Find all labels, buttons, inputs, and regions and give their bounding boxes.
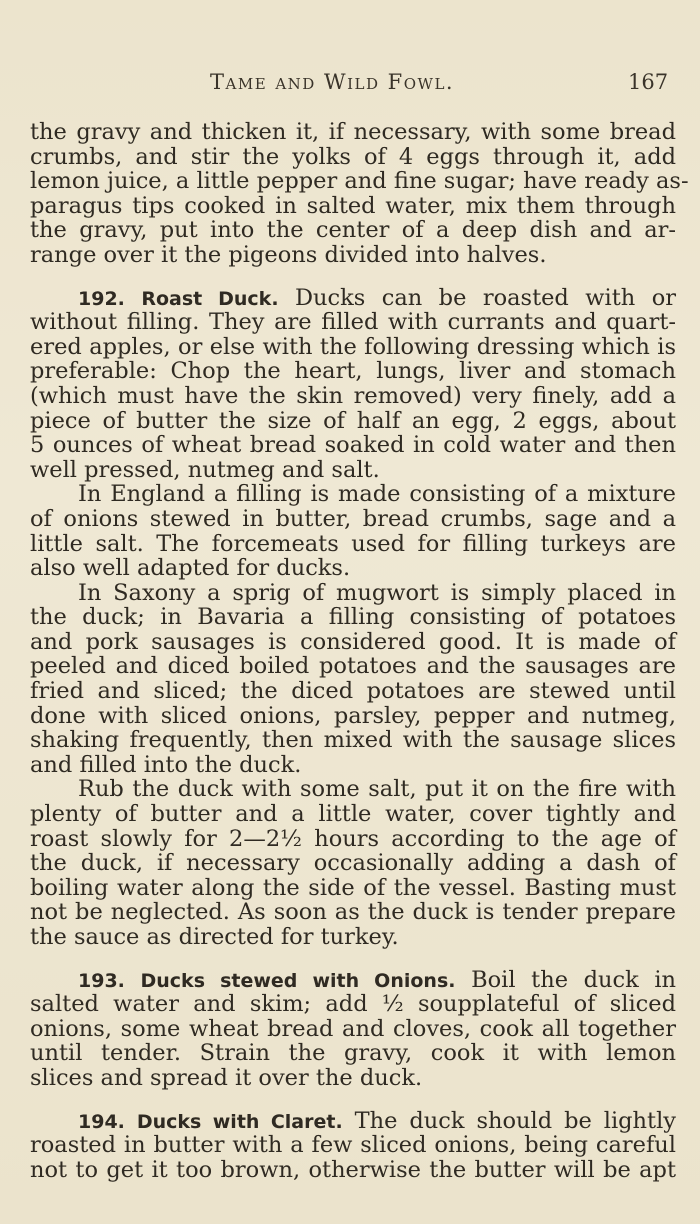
text-line: slices and spread it over the duck. [30,1064,423,1091]
text-line: well pressed, nutmeg and salt. [30,456,380,483]
recipe-title: Ducks with Claret. [136,1110,343,1133]
text-line: ered apples, or else with the following dressing which is [30,333,676,360]
page-number: 167 [628,70,669,94]
text-line: (which must have the skin removed) very finely, add a [30,382,676,409]
text-line: little salt. The forcemeats used for filling turkeys are [30,530,676,557]
text-line: 5 ounces of wheat bread soaked in cold water and then [30,432,676,459]
continuation-paragraph [30,119,689,268]
text-line: roasted in butter with a few sliced onions, being careful [30,1132,676,1159]
recipe-192 [30,286,676,950]
chapter-title: Tame and Wild Fowl. [210,70,455,94]
text-line: not be neglected. As soon as the duck is tender prepare [30,899,676,926]
text-line: also well adapted for ducks. [30,555,351,582]
text-line: shaking frequently, then mixed with the sausage slices [30,727,676,754]
recipe-number: 193. [78,969,125,992]
recipe-number: 194. [78,1110,125,1133]
recipe-heading-line [30,1109,676,1134]
text-line: the gravy, put into the center of a deep dish and ar- [30,217,676,244]
text-line: paragus tips cooked in salted water, mix them through [30,192,676,219]
text-line: range over it the pigeons divided into halves. [30,241,547,268]
text-line: preferable: Chop the heart, lungs, liver and stomach [30,358,676,385]
text-line: the duck; in Bavaria a filling consisting of potatoes [30,604,676,631]
text-line: plenty of butter and a little water, cover tightly and [30,801,676,828]
text-line: until tender. Strain the gravy, cook it with lemon [30,1040,676,1067]
text-line: crumbs, and stir the yolks of 4 eggs through it, add [30,143,676,170]
running-head [0,70,700,106]
recipe-number: 192. [78,287,125,310]
recipe-heading-line [30,286,676,311]
text-line: the gravy and thicken it, if necessary, with some bread [30,119,676,145]
recipe-heading-line [30,968,676,993]
text-line: the duck, if necessary occasionally adding a dash of [30,850,676,877]
recipe-text: Boil the duck in [471,966,677,993]
text-line: onions, some wheat bread and cloves, cook all together [30,1015,676,1042]
text-line: the sauce as directed for turkey. [30,924,399,950]
text-line: not to get it too brown, otherwise the butter will be apt [30,1156,676,1183]
text-line: of onions stewed in butter, bread crumbs, sage and a [30,505,676,532]
text-line: done with sliced onions, parsley, pepper and nutmeg, [30,702,676,729]
text-line: lemon juice, a little pepper and fine sugar; have ready as- [30,168,689,195]
text-line: piece of butter the size of half an egg, 2 eggs, about [30,407,676,434]
text-line: without filling. They are filled with currants and quart- [30,309,676,336]
text-line: fried and sliced; the diced potatoes are stewed until [30,678,676,705]
text-line: boiling water along the side of the vessel. Basting must [30,874,676,901]
recipe-text: The duck should be lightly [354,1107,676,1134]
recipe-193 [30,968,676,1091]
recipe-title: Ducks stewed with Onions. [140,969,456,992]
text-line: In England a filling is made consisting of a mixture [78,481,676,508]
text-line: Rub the duck with some salt, put it on the fire with [78,776,676,803]
text-line: In Saxony a sprig of mugwort is simply placed in [78,579,676,606]
body-text [30,119,689,1183]
recipe-title: Roast Duck. [141,287,279,310]
recipe-194 [30,1109,676,1183]
text-line: peeled and diced boiled potatoes and the sausages are [30,653,676,680]
text-line: and pork sausages is considered good. It is made of [30,628,676,655]
recipe-text: Ducks can be roasted with or [294,284,676,311]
text-line: salted water and skim; add ½ soupplateful of sliced [30,991,676,1018]
text-line: roast slowly for 2—2½ hours according to the age of [30,825,676,852]
text-line: and filled into the duck. [30,751,302,778]
